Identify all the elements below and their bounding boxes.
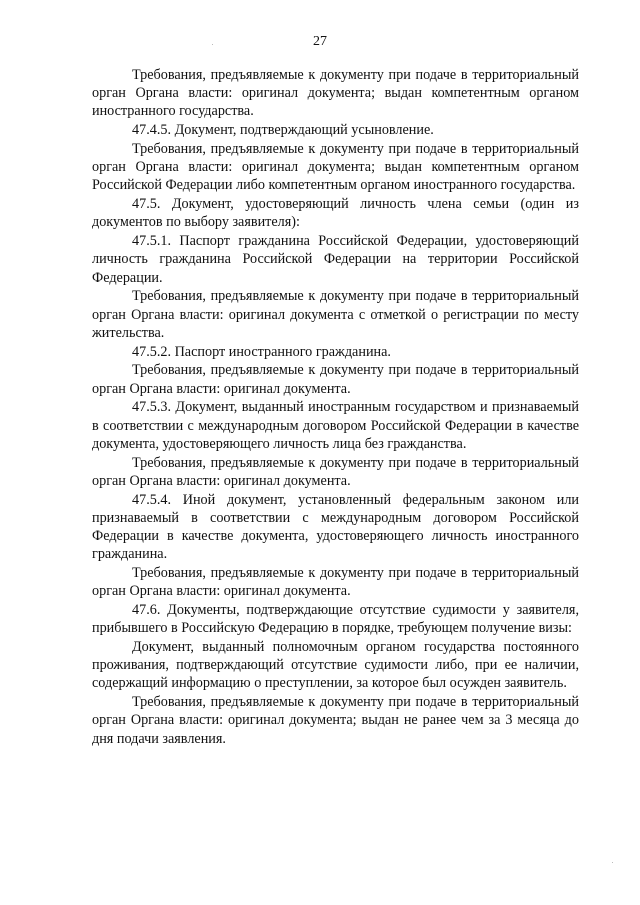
paragraph-15: Требования, предъявляемые к документу при подаче в территориальный орган Органа власти: оригинал документа; выдан не ранее чем за 3 месяца до дня подачи заявления. [92, 694, 579, 747]
paragraph-10: Требования, предъявляемые к документу при подаче в территориальный орган Органа власти: оригинал документа. [92, 454, 579, 489]
scan-speck [612, 862, 613, 863]
paragraph-14: Документ, выданный полномочным органом государства постоянного проживания, подтверждающий отсутствие судимости либо, при ее наличии, содержащий информацию о преступлении, за которое был осужден заявитель. [92, 639, 579, 692]
paragraph-9: 47.5.3. Документ, выданный иностранным государством и признаваемый в соответствии с международным договором Российской Федерации в качестве документа, удостоверяющего личность лица без гражданства. [92, 399, 579, 452]
paragraph-13: 47.6. Документы, подтверждающие отсутствие судимости у заявителя, прибывшего в Российскую Федерацию в порядке, требующем получение визы: [92, 602, 579, 637]
paragraph-8: Требования, предъявляемые к документу при подаче в территориальный орган Органа власти: оригинал документа. [92, 362, 579, 397]
paragraph-11: 47.5.4. Иной документ, установленный федеральным законом или признаваемый в соответствии с международным договором Российской Федерации в качестве документа, удостоверяющего личность иностранного гражданина. [92, 491, 579, 563]
page-number: 27 [313, 34, 327, 49]
scan-speck [212, 44, 213, 45]
paragraph-4: 47.5. Документ, удостоверяющий личность члена семьи (один из документов по выбору заявителя): [92, 196, 579, 231]
paragraph-1: Требования, предъявляемые к документу при подаче в территориальный орган Органа власти: оригинал документа; выдан компетентным органом иностранного государства. [92, 67, 579, 120]
paragraph-3: Требования, предъявляемые к документу при подаче в территориальный орган Органа власти: оригинал документа; выдан компетентным органом Российской Федерации либо компетентным органом иностранного государства. [92, 141, 579, 194]
paragraph-2: 47.4.5. Документ, подтверждающий усыновление. [132, 122, 434, 139]
paragraph-6: Требования, предъявляемые к документу при подаче в территориальный орган Органа власти: оригинал документа с отметкой о регистрации по месту жительства. [92, 288, 579, 341]
paragraph-5: 47.5.1. Паспорт гражданина Российской Федерации, удостоверяющий личность гражданина Российской Федерации на территории Российской Федерации. [92, 233, 579, 286]
paragraph-7: 47.5.2. Паспорт иностранного гражданина. [132, 343, 391, 360]
paragraph-12: Требования, предъявляемые к документу при подаче в территориальный орган Органа власти: оригинал документа. [92, 565, 579, 600]
document-body [92, 66, 579, 748]
